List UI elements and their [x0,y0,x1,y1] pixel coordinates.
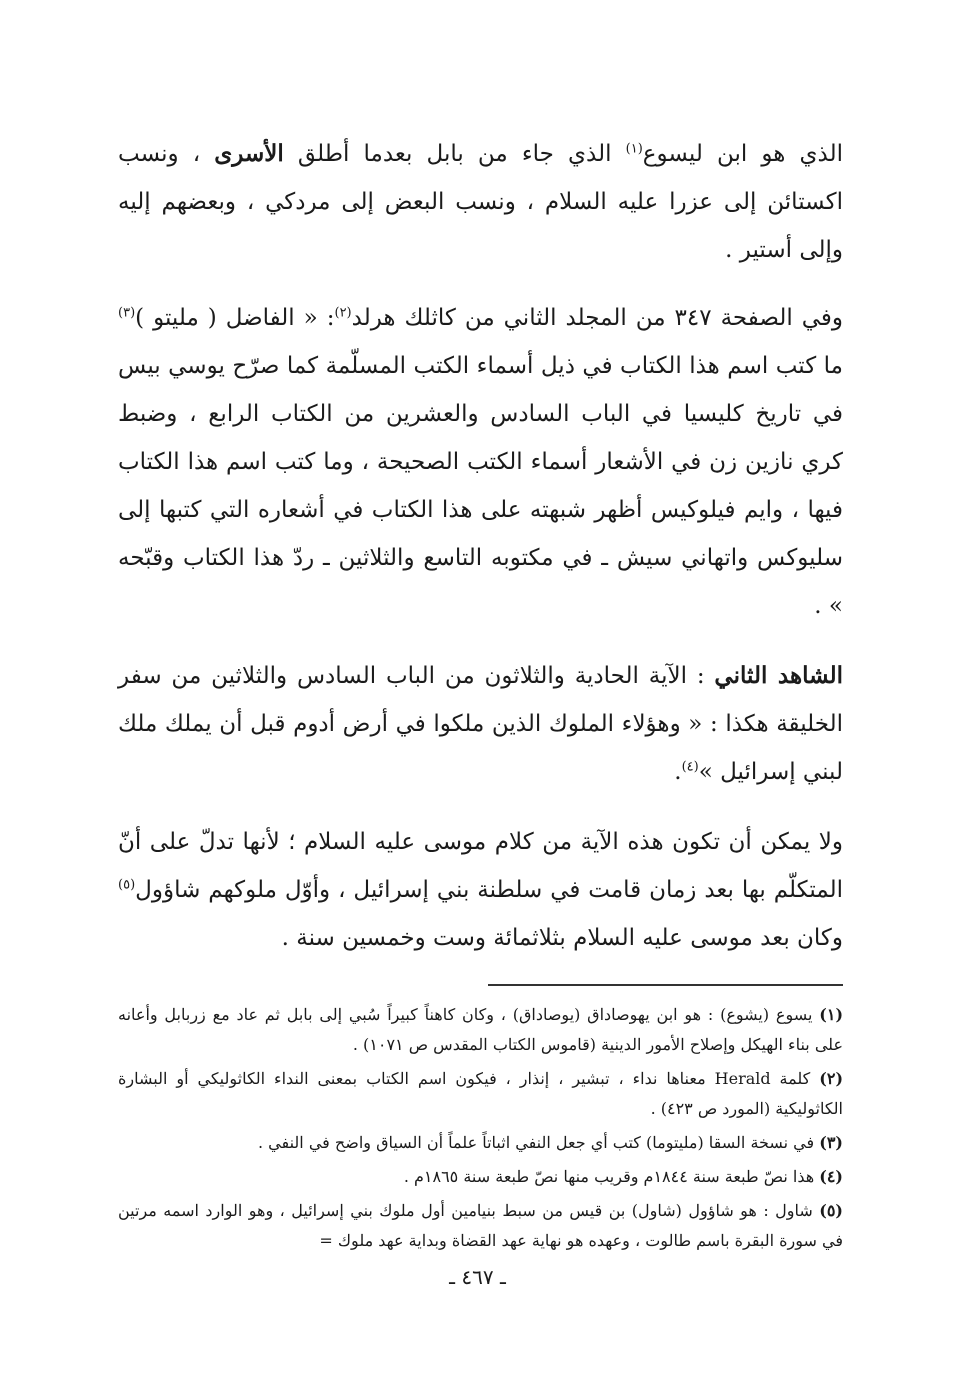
paragraph-2 [118,294,843,630]
bold-term: الأسرى [214,140,284,167]
footnote-ref-2[interactable]: (٢) [334,305,352,321]
text-run: الذي هو ابن ليسوع [642,141,843,167]
footnote-3 [118,1128,843,1158]
page-number: ـ ٤٦٧ ـ [449,1265,506,1289]
text-run: ما كتب اسم هذا الكتاب في ذيل أسماء الكتب المسلّمة كما صرّح يوسي بيس في تاريخ كليسيا في الباب السادس والعشرين من الكتاب الرابع ، وضبط كري نازين زن في الأشعار أسماء الكتب الصحيحة ، وما كتب اسم هذا الكتاب فيها ، وايم فيلوكيس أظهر شبهته على هذا الكتاب في أشعاره التي كتبها إلى سليوكس واتهاني سيش ـ في مكتوبه التاسع والثلاثين ـ ردّ هذا الكتاب وقبّحه » . [118,353,843,619]
footnote-number: (٢) [819,1069,844,1088]
section-heading: الشاهد الثاني [714,662,843,689]
footnote-text: يسوع (يشوع) : هو ابن يهوصاداق (يوصاداق) ، وكان كاهناً كبيراً سُبي إلى بابل ثم عاد مع زربابل وأعانه على بناء الهيكل وإصلاح الأمور الدينية (قاموس الكتاب المقدس ص ١٠٧١) . [118,1005,843,1054]
paragraph-1 [118,130,843,274]
text-run: : « الفاضل ( مليتو ) [135,305,335,331]
footnote-number: (٣) [819,1133,843,1152]
footnote-text: كلمة Herald معناها نداء ، تبشير ، إنذار ، فيكون اسم الكتاب بمعنى النداء الكاثوليكي أو البشارة الكاثوليكية (المورد ص ٤٢٣) . [118,1069,843,1118]
main-text [118,130,843,962]
paragraph-3 [118,652,843,796]
footnote-ref-3[interactable]: (٣) [118,305,136,321]
footnote-number: (٤) [819,1167,843,1186]
text-run: وفي الصفحة ٣٤٧ من المجلد الثاني من كاثلك هرلد [351,305,843,331]
text-run: ، ونسب اكستائن إلى عزرا عليه السلام ، ونسب البعض إلى مردكي ، وبعضهم إليه وإلى أستير . [118,141,843,263]
paragraph-4 [118,818,843,962]
footnote-divider [488,984,843,986]
page-content [118,130,843,1260]
footnote-number: (١) [819,1005,844,1024]
footnote-5 [118,1196,843,1256]
footnote-text: هذا نصّ طبعة سنة ١٨٤٤م وقريب منها نصّ طبعة سنة ١٨٦٥م . [403,1167,820,1186]
text-run: : الآية الحادية والثلاثون من الباب السادس والثلاثين من سفر الخليقة هكذا : « وهؤلاء الملوك الذين ملكوا في أرض أدوم قبل أن يملك ملك لبني إسرائيل » [118,663,843,785]
footnote-text: في نسخة السقا (مليتوما) كتب أي جعل النفي اثباتاً علماً أن السياق واضح في النفي . [258,1133,820,1152]
text-run: وكان بعد موسى عليه السلام بثلاثمائة وست وخمسين سنة . [281,925,843,951]
footnote-ref-4[interactable]: (٤) [681,759,699,775]
text-run: . [674,759,682,785]
footnotes [118,1000,843,1256]
footnote-ref-1[interactable]: (١) [625,141,643,157]
footnote-4 [118,1162,843,1192]
text-run: الذي جاء من بابل بعدما أطلق [283,141,626,167]
footnote-1 [118,1000,843,1060]
footnote-2 [118,1064,843,1124]
footnote-ref-5[interactable]: (٥) [118,877,136,893]
text-run: ولا يمكن أن تكون هذه الآية من كلام موسى عليه السلام ؛ لأنها تدلّ على أنّ المتكلّم بها بعد زمان قامت في سلطنة بني إسرائيل ، وأوّل ملوكهم شاؤول [118,829,843,903]
footnote-number: (٥) [819,1201,843,1220]
footnote-text: شاول : هو شاؤول (شاول) بن قيس من سبط بنيامين أول ملوك بني إسرائيل ، وهو الوارد اسمه مرتين في سورة البقرة باسم طالوت ، وعهده هو نهاية عهد القضاة وبداية عهد ملوك = [118,1201,843,1250]
